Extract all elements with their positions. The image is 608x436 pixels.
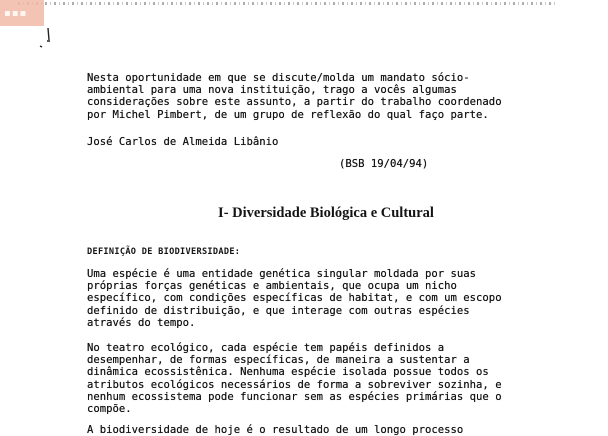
paragraph-line: No teatro ecológico, cada espécie tem papéis definidos a: [87, 342, 445, 354]
date-reference: (BSB 19/04/94): [339, 158, 429, 170]
stamp-glyphs: ▪▪▪: [4, 8, 28, 19]
archive-stamp: [0, 0, 44, 26]
paragraph-line: nenhum ecossistema pode funcionar sem as espécies primárias que o: [87, 390, 502, 403]
paragraph-line: através do tempo.: [87, 316, 196, 329]
paragraph-line: compõe.: [87, 403, 132, 416]
intro-line: considerações sobre este assunto, a partir do trabalho coordenado: [87, 96, 502, 109]
paragraph-ecological-theater: [87, 342, 565, 415]
paragraph-line: dinâmica ecossistênica. Nenhuma espécie isolada possue todos os: [87, 366, 489, 379]
section-title: I- Diversidade Biológica e Cultural: [218, 205, 434, 221]
paragraph-line: Uma espécie é uma entidade genética singular moldada por suas: [87, 268, 477, 280]
scan-mark-icon: [38, 26, 58, 50]
scan-noise-strip: [18, 2, 558, 5]
paragraph-species-definition: [87, 268, 565, 329]
paragraph-line: atributos ecológicos necessários de forma a sobreviver sozinha, e: [87, 378, 502, 391]
paragraph-line: próprias forças genéticas e ambientais, que ocupa um nicho: [87, 280, 457, 293]
scan-header-noise: [4, 0, 564, 10]
paragraph-line: definido de distribuição, e que interage com outras espécies: [87, 304, 470, 317]
paragraph-biodiversity-partial: A biodiversidade de hoje é o resultado de um longo processo: [87, 424, 464, 436]
intro-line: por Michel Pimbert, de um grupo de reflexão do qual faço parte.: [87, 108, 489, 121]
author-name: José Carlos de Almeida Libânio: [87, 136, 279, 148]
paragraph-line: desempenhar, de formas específicas, de maneira a sustentar a: [87, 354, 470, 367]
subsection-label: DEFINIÇÃO DE BIODIVERSIDADE:: [87, 247, 241, 257]
paragraph-line: específico, com condições específicas de habitat, e com um escopo: [87, 292, 502, 305]
intro-line: ambiental para uma nova instituição, trago a vocês algumas: [87, 84, 457, 97]
intro-paragraph: [87, 72, 565, 121]
intro-line: Nesta oportunidade em que se discute/molda um mandato sócio-: [87, 72, 470, 84]
